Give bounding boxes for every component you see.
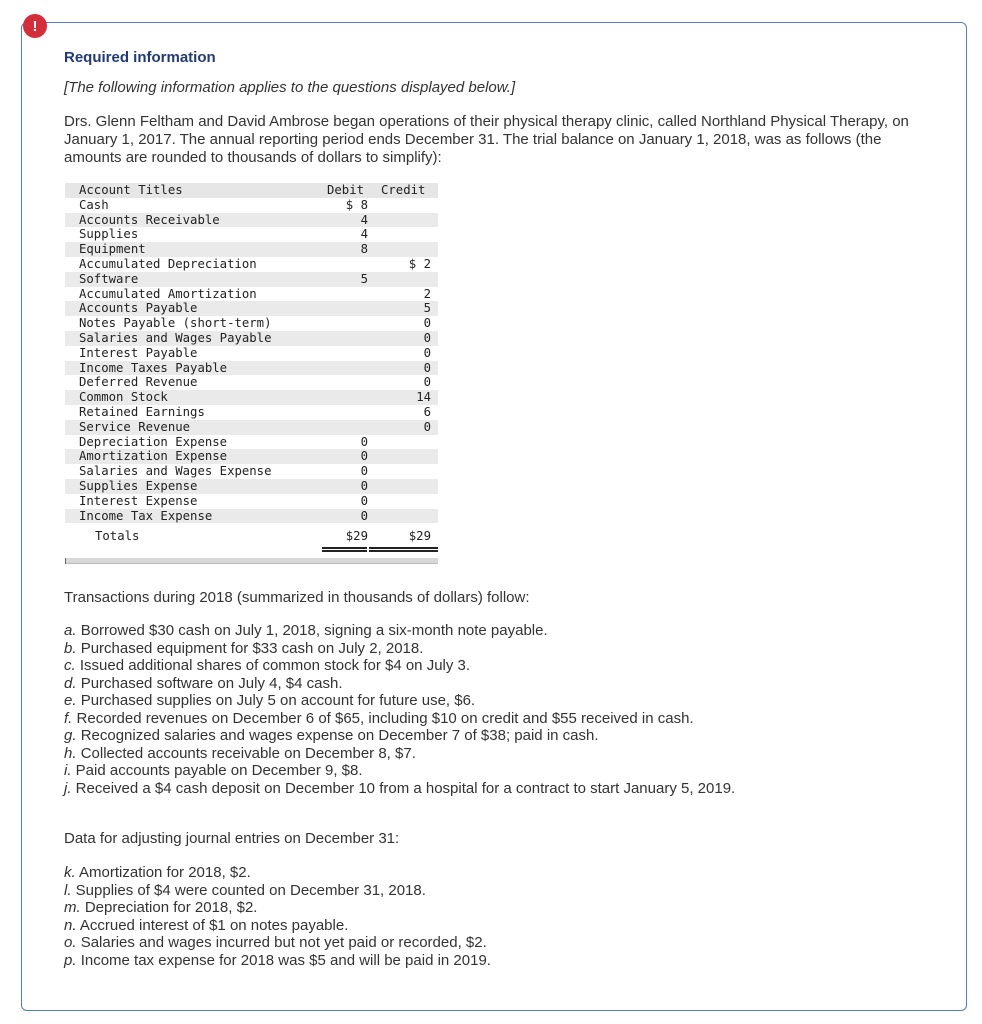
list-item [64, 899, 491, 917]
header-debit: Debit [327, 183, 365, 197]
account-title: Supplies [79, 227, 139, 242]
table-row [65, 301, 438, 316]
item-letter: o. [64, 934, 77, 951]
list-item [64, 657, 735, 675]
item-text: Purchased supplies on July 5 on account for future use, $6. [80, 692, 476, 709]
account-title: Income Tax Expense [79, 508, 213, 523]
table-row [65, 479, 438, 494]
account-title: Common Stock [79, 390, 168, 405]
item-text: Issued additional shares of common stock for $4 on July 3. [79, 657, 471, 674]
debit-double-rule-1 [322, 547, 367, 549]
debit-amount: $ 8 [345, 197, 368, 212]
credit-double-rule-2 [369, 550, 438, 552]
item-letter: j. [64, 779, 72, 797]
account-title: Supplies Expense [79, 479, 198, 493]
account-title: Salaries and Wages Payable [79, 331, 272, 345]
account-title: Accumulated Depreciation [79, 257, 257, 271]
alert-icon: ! [23, 14, 47, 38]
item-text: Income tax expense for 2018 was $5 and will be paid in 2019. [80, 951, 491, 969]
table-row [65, 198, 438, 213]
totals-debit: $29 [345, 529, 368, 543]
item-text: Paid accounts payable on December 9, $8. [75, 762, 363, 779]
table-scrollbar[interactable] [65, 558, 438, 564]
account-title: Depreciation Expense [79, 434, 228, 449]
credit-amount: 0 [423, 375, 431, 390]
adjusting-heading: Data for adjusting journal entries on December 31: [64, 830, 400, 847]
debit-amount: 4 [360, 227, 368, 242]
list-item [64, 882, 491, 900]
credit-amount: 0 [423, 419, 431, 434]
account-title: Cash [79, 197, 109, 212]
header-account-titles: Account Titles [79, 183, 183, 197]
credit-amount: 0 [423, 360, 431, 375]
item-letter: f. [64, 709, 73, 727]
account-title: Income Taxes Payable [79, 360, 228, 375]
debit-amount: 0 [360, 479, 368, 493]
account-title: Accounts Payable [79, 301, 198, 316]
info-note: [The following information applies to the questions displayed below.] [64, 79, 516, 96]
item-text: Borrowed $30 cash on July 1, 2018, signing a six-month note payable. [80, 622, 548, 639]
table-row [65, 213, 438, 228]
table-row [65, 405, 438, 420]
debit-amount: 5 [360, 271, 368, 286]
item-letter: d. [64, 674, 77, 692]
debit-amount: 4 [360, 212, 368, 227]
debit-amount: 0 [360, 449, 368, 464]
table-row [65, 494, 438, 509]
account-title: Interest Expense [79, 493, 198, 508]
item-letter: n. [64, 916, 77, 934]
item-letter: a. [64, 622, 77, 639]
credit-amount: 0 [423, 316, 431, 331]
list-item [64, 710, 735, 728]
item-letter: b. [64, 639, 77, 657]
account-title: Notes Payable (short-term) [79, 316, 272, 331]
list-item [64, 864, 491, 882]
item-text: Accrued interest of $1 on notes payable. [79, 916, 349, 934]
item-text: Purchased equipment for $33 cash on July 2, 2018. [80, 639, 424, 657]
account-title: Accumulated Amortization [79, 286, 257, 301]
debit-amount: 0 [360, 508, 368, 523]
trial-balance-table [65, 183, 438, 563]
list-item [64, 622, 735, 640]
table-row [65, 227, 438, 242]
totals-row [65, 526, 438, 546]
item-letter: i. [64, 762, 72, 779]
item-text: Recorded revenues on December 6 of $65, including $10 on credit and $55 received in cash. [76, 709, 694, 727]
totals-label: Totals [95, 529, 140, 543]
item-letter: g. [64, 727, 77, 744]
table-row [65, 375, 438, 390]
list-item [64, 745, 735, 763]
table-row [65, 509, 438, 524]
account-title: Interest Payable [79, 345, 198, 360]
credit-amount: 5 [423, 301, 431, 316]
adjusting-list [64, 864, 491, 969]
account-title: Amortization Expense [79, 449, 228, 464]
item-text: Recognized salaries and wages expense on December 7 of $38; paid in cash. [80, 727, 599, 744]
debit-amount: 8 [360, 242, 368, 257]
table-row [65, 390, 438, 405]
item-letter: c. [64, 657, 76, 674]
table-row [65, 257, 438, 272]
account-title: Retained Earnings [79, 405, 205, 419]
item-letter: m. [64, 899, 81, 916]
transactions-list [64, 622, 735, 797]
account-title: Software [79, 271, 139, 286]
table-row [65, 331, 438, 346]
item-text: Amortization for 2018, $2. [79, 864, 251, 881]
table-row [65, 361, 438, 376]
credit-amount: 2 [423, 286, 431, 301]
item-text: Purchased software on July 4, $4 cash. [80, 674, 343, 692]
list-item [64, 640, 735, 658]
list-item [64, 727, 735, 745]
list-item [64, 917, 491, 935]
item-letter: e. [64, 692, 77, 709]
debit-double-rule-2 [322, 550, 367, 552]
credit-amount: $ 2 [408, 257, 431, 271]
table-row [65, 449, 438, 464]
table-row [65, 464, 438, 479]
table-row [65, 287, 438, 302]
intro-paragraph: Drs. Glenn Feltham and David Ambrose began operations of their physical therapy clinic, called Northland Physical Therapy, on January 1, 2017. The annual reporting period ends December 31. The trial balance on January 1, 2018, was as follows (the amounts are rounded to thousands of dollars to simplify): [64, 113, 909, 166]
list-item [64, 952, 491, 970]
table-row [65, 242, 438, 257]
item-letter: k. [64, 864, 76, 881]
item-text: Collected accounts receivable on December 8, $7. [80, 744, 416, 762]
account-title: Deferred Revenue [79, 375, 198, 390]
credit-amount: 0 [423, 345, 431, 360]
credit-amount: 0 [423, 331, 431, 345]
account-title: Service Revenue [79, 419, 191, 434]
table-header-row [65, 183, 438, 198]
debit-amount: 0 [360, 464, 368, 479]
table-row [65, 316, 438, 331]
table-row [65, 420, 438, 435]
item-text: Supplies of $4 were counted on December 31, 2018. [75, 881, 426, 899]
account-title: Accounts Receivable [79, 212, 220, 227]
item-letter: p. [64, 951, 77, 969]
list-item [64, 692, 735, 710]
table-row [65, 435, 438, 450]
debit-amount: 0 [360, 493, 368, 508]
debit-amount: 0 [360, 434, 368, 449]
transactions-heading: Transactions during 2018 (summarized in thousands of dollars) follow: [64, 589, 530, 606]
list-item [64, 675, 735, 693]
section-heading: Required information [64, 49, 216, 66]
account-title: Equipment [79, 242, 146, 257]
table-row [65, 272, 438, 287]
credit-amount: 14 [416, 390, 431, 405]
header-credit: Credit [381, 183, 426, 197]
credit-double-rule-1 [369, 547, 438, 549]
list-item [64, 934, 491, 952]
item-letter: l. [64, 881, 72, 899]
table-row [65, 346, 438, 361]
list-item [64, 780, 735, 798]
list-item [64, 762, 735, 780]
item-letter: h. [64, 744, 77, 762]
credit-amount: 6 [423, 405, 431, 419]
item-text: Salaries and wages incurred but not yet paid or recorded, $2. [80, 934, 487, 951]
item-text: Depreciation for 2018, $2. [84, 899, 258, 916]
item-text: Received a $4 cash deposit on December 10 from a hospital for a contract to start January 5, 2019. [75, 779, 736, 797]
account-title: Salaries and Wages Expense [79, 464, 272, 479]
totals-credit: $29 [408, 529, 431, 543]
